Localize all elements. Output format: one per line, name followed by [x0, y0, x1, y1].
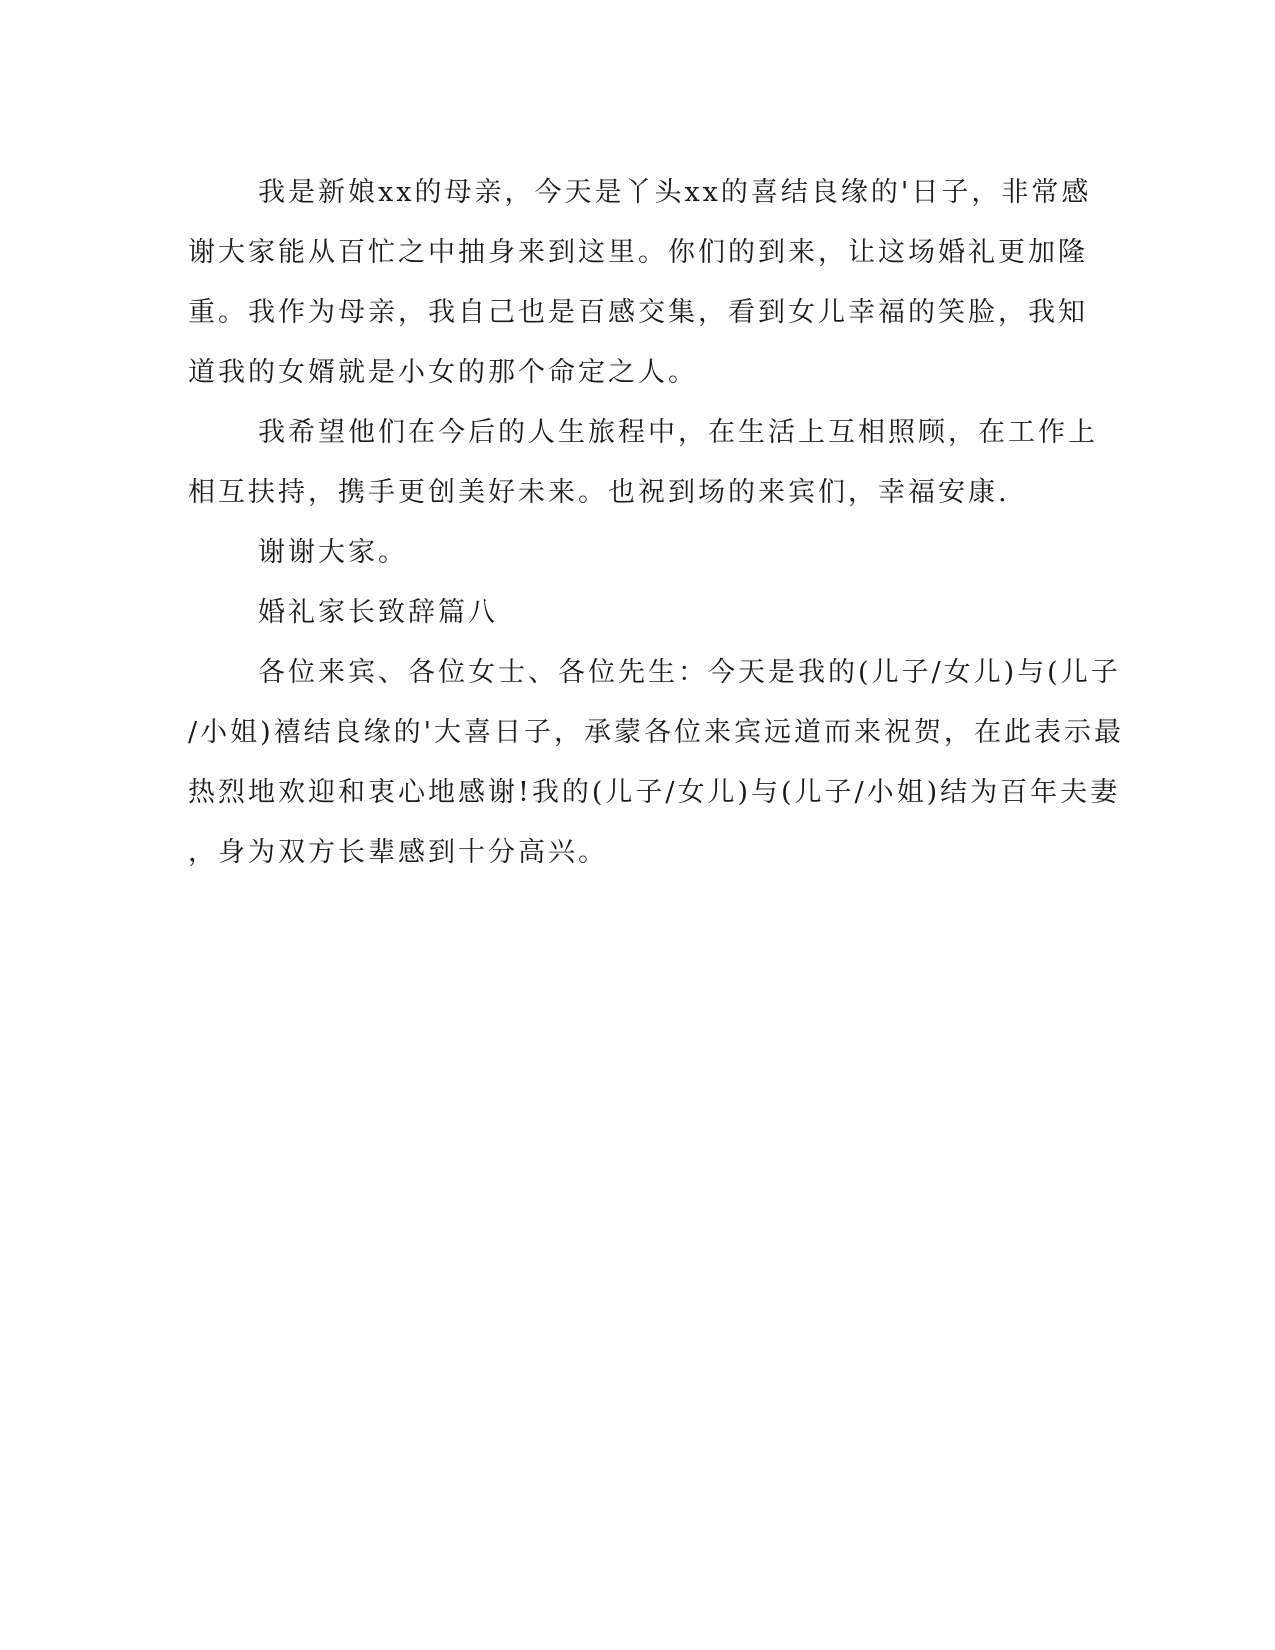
text-line: 我是新娘xx的母亲，今天是丫头xx的喜结良缘的'日子，非常感	[258, 177, 1092, 208]
text-line: 重。我作为母亲，我自己也是百感交集，看到女儿幸福的笑脸，我知	[188, 297, 1088, 328]
text-line: ，身为双方长辈感到十分高兴。	[188, 837, 608, 868]
paragraph-thanks	[188, 523, 1088, 583]
text-line: /小姐)禧结良缘的'大喜日子，承蒙各位来宾远道而来祝贺，在此表示最	[188, 717, 1125, 748]
text-line: 道我的女婿就是小女的那个命定之人。	[188, 357, 698, 388]
text-line: 相互扶持，携手更创美好未来。也祝到场的来宾们，幸福安康.	[188, 477, 1010, 508]
paragraph-wishes	[188, 403, 1098, 523]
document-body	[188, 163, 1125, 883]
paragraph-mother-speech	[188, 163, 1092, 403]
text-line: 谢谢大家。	[258, 537, 408, 568]
paragraph-parent-speech	[188, 643, 1125, 883]
section-heading	[188, 583, 1088, 643]
text-line: 我希望他们在今后的人生旅程中，在生活上互相照顾，在工作上	[258, 417, 1098, 448]
text-line: 谢大家能从百忙之中抽身来到这里。你们的到来，让这场婚礼更加隆	[188, 237, 1088, 268]
text-line: 各位来宾、各位女士、各位先生：今天是我的(儿子/女儿)与(儿子	[258, 657, 1121, 688]
section-title: 婚礼家长致辞篇八	[258, 597, 498, 628]
text-line: 热烈地欢迎和衷心地感谢!我的(儿子/女儿)与(儿子/小姐)结为百年夫妻	[188, 777, 1121, 808]
